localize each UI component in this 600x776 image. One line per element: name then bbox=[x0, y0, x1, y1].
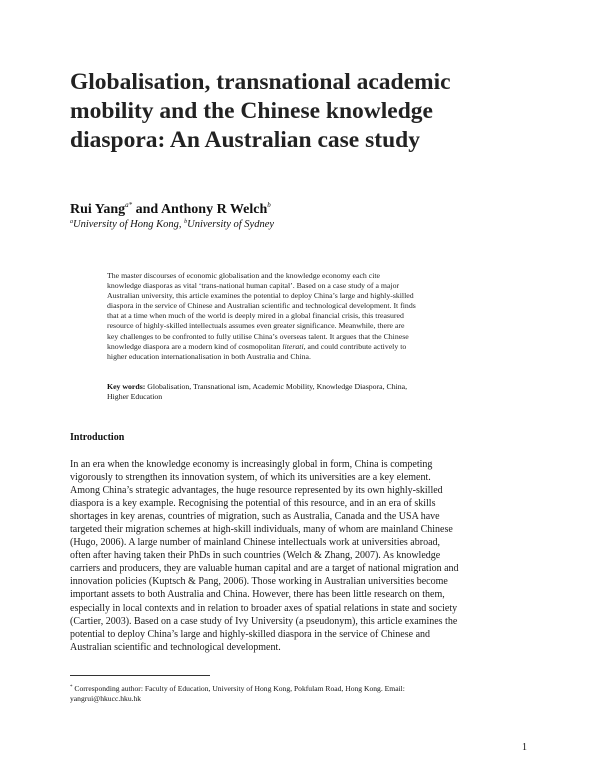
author-name: Rui Yang bbox=[70, 202, 126, 217]
footnote-email: yangrui@hkucc.hku.hk bbox=[70, 694, 142, 703]
body-line: vigorously to strengthen its innovation system, of which its universities are a key element. bbox=[70, 472, 431, 484]
body-line: innovation policies (Kuptsch & Pang, 2006). Those working in Australian universities become bbox=[70, 576, 448, 588]
title-line: mobility and the Chinese knowledge bbox=[70, 98, 433, 124]
body-line: especially in local contexts and in relation to broader axes of spatial relations in state and society bbox=[70, 602, 458, 614]
abstract-line: diaspora in the service of Chinese and Australian scientific and technological development. It finds bbox=[107, 301, 416, 311]
author-name: Anthony R Welch bbox=[160, 202, 268, 217]
introduction-body bbox=[70, 458, 540, 654]
abstract bbox=[107, 271, 507, 362]
footnote-mark: * bbox=[70, 685, 73, 690]
author-mark: a* bbox=[125, 201, 133, 209]
body-line: Among China’s strategic advantages, the huge resource represented by its own highly-skilled bbox=[70, 485, 443, 497]
abstract-line: The master discourses of economic globalisation and the knowledge economy each cite bbox=[107, 271, 381, 280]
keywords-text: Globalisation, Transnational ism, Academic Mobility, Knowledge Diaspora, China, bbox=[145, 382, 408, 391]
body-line: potential to deploy China’s large and highly-skilled diaspora in the service of Chinese and bbox=[70, 628, 431, 640]
abstract-line: knowledge diasporas as vital ‘trans-national human capital’. Based on a case study of a major bbox=[107, 281, 400, 291]
affiliation: University of Hong Kong, bbox=[73, 219, 185, 230]
body-line: (Cartier, 2003). Based on a case study of Ivy University (a pseudonym), this article examines the bbox=[70, 615, 458, 627]
abstract-line: resource of highly-skilled intellectuals assumes even greater significance. Meanwhile, there are bbox=[107, 321, 405, 331]
abstract-line: Australian university, this article examines the potential to deploy China’s large and highly-skilled bbox=[107, 291, 414, 301]
affiliation: University of Sydney bbox=[187, 219, 275, 230]
footnote bbox=[70, 683, 540, 704]
abstract-line: higher education internationalisation in both Australia and China. bbox=[107, 351, 311, 361]
footnote-text: Corresponding author: Faculty of Education, University of Hong Kong, Pokfulam Road, Hong Kong. Email: bbox=[72, 684, 405, 693]
body-line: shortages in key arenas, countries of migration, such as Australia, Canada and the USA have bbox=[70, 511, 440, 523]
author-mark: b bbox=[267, 201, 271, 209]
paper-title bbox=[70, 68, 540, 155]
affiliation-mark: a bbox=[70, 219, 73, 225]
body-line: Australian scientific and technological development. bbox=[70, 641, 281, 653]
abstract-text: knowledge diaspora are a modern kind of cosmopolitan bbox=[107, 341, 283, 351]
keywords-line bbox=[107, 382, 527, 392]
body-line: diaspora is a key example. Recognising the potential of this resource, and in an era of skills bbox=[70, 498, 436, 510]
abstract-line: that at a time when much of the world is deeply mired in a global financial crisis, this treasured bbox=[107, 311, 404, 321]
title-line: Globalisation, transnational academic bbox=[70, 69, 451, 95]
keywords-label: Key words: bbox=[107, 382, 146, 391]
body-line: targeted their migration schemes at high-skill individuals, many of whom are mainland Chinese bbox=[70, 524, 453, 536]
title-line: diaspora: An Australian case study bbox=[70, 127, 420, 153]
abstract-line: key challenges to be confronted to fully utilise China’s overseas talent. It argues that the Chinese bbox=[107, 331, 409, 341]
body-line: often after having taken their PhDs in such countries (Welch & Zhang, 2007). As knowledge bbox=[70, 550, 441, 562]
abstract-line bbox=[107, 342, 507, 352]
footnote-line bbox=[70, 683, 540, 694]
abstract-text: , and could contribute actively to bbox=[303, 341, 407, 351]
affiliation-line bbox=[70, 219, 274, 230]
author-line bbox=[70, 201, 271, 218]
keywords bbox=[107, 382, 527, 402]
keywords-line: Higher Education bbox=[107, 392, 163, 402]
section-heading-introduction: Introduction bbox=[70, 432, 125, 443]
body-line: important assets to both Australia and China. However, there has been little research on them, bbox=[70, 589, 445, 601]
body-line: carriers and producers, they are valuable human capital and are a target of national migration and bbox=[70, 563, 459, 575]
footnote-divider bbox=[70, 675, 210, 676]
affiliation-mark: b bbox=[184, 219, 188, 225]
body-line: In an era when the knowledge economy is increasingly global in form, China is competing bbox=[70, 459, 433, 470]
abstract-italic: literati bbox=[282, 341, 304, 351]
author-connector: and bbox=[132, 202, 161, 217]
body-line: (Hugo, 2006). A large number of mainland Chinese intellectuals work at universities abroad, bbox=[70, 537, 441, 549]
page-number: 1 bbox=[522, 742, 527, 753]
